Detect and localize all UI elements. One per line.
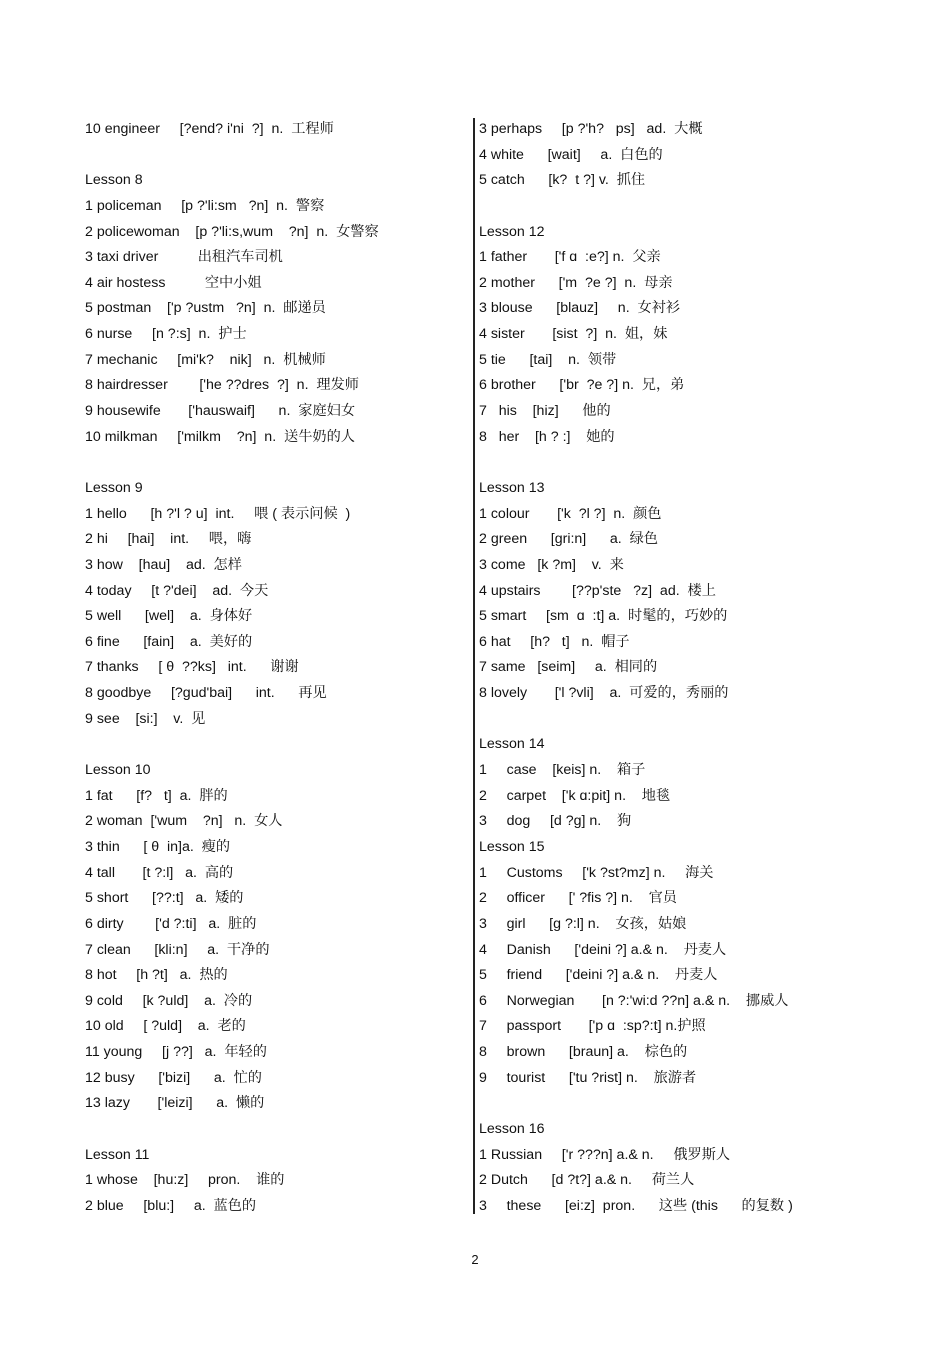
- column-divider: [473, 118, 475, 1214]
- vocab-entry: 8 hot [h ?t] a. 热的: [85, 967, 228, 984]
- vocab-entry: 2 Dutch [d ?t?] a.& n. 荷兰人: [479, 1172, 695, 1189]
- vocab-entry: 8 brown [braun] a. 棕色的: [479, 1044, 688, 1061]
- vocab-entry: 3 dog [d ?g] n. 狗: [479, 813, 632, 830]
- vocab-entry: 3 these [ei:z] pron. 这些 (this 的复数 ): [479, 1197, 793, 1214]
- vocab-entry: 13 lazy ['leizi] a. 懒的: [85, 1095, 265, 1112]
- vocab-entry: 5 catch [k? t ?] v. 抓住: [479, 172, 646, 189]
- vocab-entry: 9 housewife ['hauswaif] n. 家庭妇女: [85, 403, 356, 420]
- vocab-entry: 3 thin [ θ in]a. 瘦的: [85, 838, 231, 855]
- blank-line: [479, 194, 879, 220]
- vocab-entry: 8 goodbye [?gud'bai] int. 再见: [85, 685, 327, 702]
- vocab-entry: 6 hat [h? t] n. 帽子: [479, 633, 630, 650]
- vocab-entry: 1 Customs ['k ?st?mz] n. 海关: [479, 864, 714, 881]
- lesson-heading: Lesson 13: [479, 479, 545, 496]
- vocab-entry: 5 postman ['p ?ustm ?n] n. 邮递员: [85, 300, 326, 317]
- vocab-entry: 2 officer [' ?fis ?] n. 官员: [479, 890, 677, 907]
- vocab-entry: 11 young [j ??] a. 年轻的: [85, 1044, 267, 1061]
- blank-line: [85, 450, 465, 476]
- vocab-entry: 4 sister [sist ?] n. 姐，妹: [479, 326, 668, 343]
- lesson-heading: Lesson 14: [479, 736, 545, 753]
- vocab-entry: 1 Russian ['r ???n] a.& n. 俄罗斯人: [479, 1146, 731, 1163]
- vocab-entry: 5 tie [tai] n. 领带: [479, 351, 617, 368]
- vocab-entry: 4 Danish ['deini ?] a.& n. 丹麦人: [479, 941, 727, 958]
- vocab-entry: 1 fat [f? t] a. 胖的: [85, 787, 228, 804]
- vocab-entry: 6 fine [fain] a. 美好的: [85, 633, 253, 650]
- vocab-entry: 2 hi [hai] int. 喂，嗨: [85, 531, 252, 548]
- vocab-entry: 3 come [k ?m] v. 来: [479, 556, 624, 573]
- vocab-entry: 7 passport ['p ɑ :sp?:t] n.护照: [479, 1018, 706, 1035]
- vocab-entry: 8 her [h ? :] 她的: [479, 428, 615, 445]
- blank-line: [85, 732, 465, 758]
- vocab-entry: 6 dirty ['d ?:ti] a. 脏的: [85, 915, 257, 932]
- vocab-entry: 6 brother ['br ?e ?] n. 兄，弟: [479, 377, 685, 394]
- vocab-entry: 7 thanks [ θ ??ks] int. 谢谢: [85, 659, 299, 676]
- vocab-entry: 8 lovely ['l ?vli] a. 可爱的，秀丽的: [479, 685, 729, 702]
- blank-line: [479, 450, 879, 476]
- vocab-entry: 9 see [si:] v. 见: [85, 710, 206, 727]
- right-column: [479, 117, 879, 1220]
- vocab-entry: 4 upstairs [??p'ste ?z] ad. 楼上: [479, 582, 716, 599]
- lesson-heading: Lesson 10: [85, 762, 151, 779]
- vocab-entry: 5 short [??:t] a. 矮的: [85, 890, 244, 907]
- vocab-entry: 7 clean [kli:n] a. 干净的: [85, 941, 270, 958]
- vocab-entry: 4 white [wait] a. 白色的: [479, 146, 663, 163]
- vocab-entry: 1 case [keis] n. 箱子: [479, 762, 646, 779]
- vocab-entry: 3 taxi driver 出租汽车司机: [85, 249, 283, 266]
- lesson-heading: Lesson 15: [479, 838, 545, 855]
- left-column: [85, 117, 465, 1220]
- vocab-entry: 4 air hostess 空中小姐: [85, 274, 262, 291]
- vocab-entry: 9 tourist ['tu ?rist] n. 旅游者: [479, 1069, 697, 1086]
- lesson-heading: Lesson 8: [85, 172, 143, 189]
- vocab-entry: 1 colour ['k ?l ?] n. 颜色: [479, 505, 662, 522]
- vocab-entry: 1 policeman [p ?'li:sm ?n] n. 警察: [85, 197, 325, 214]
- vocab-entry: 3 blouse [blauz] n. 女衬衫: [479, 300, 681, 317]
- vocab-entry: 3 girl [g ?:l] n. 女孩，姑娘: [479, 915, 687, 932]
- vocab-entry: 2 mother ['m ?e ?] n. 母亲: [479, 274, 673, 291]
- vocab-entry: 5 smart [sm ɑ :t] a. 时髦的，巧妙的: [479, 608, 728, 625]
- vocab-entry: 5 well [wel] a. 身体好: [85, 608, 253, 625]
- vocab-entry: 8 hairdresser ['he ??dres ?] n. 理发师: [85, 377, 359, 394]
- blank-line: [85, 1117, 465, 1143]
- vocab-entry: 2 policewoman [p ?'li:s,wum ?n] n. 女警察: [85, 223, 379, 240]
- vocab-entry: 6 Norwegian [n ?:'wi:d ??n] a.& n. 挪威人: [479, 992, 789, 1009]
- vocab-entry: 3 how [hau] ad. 怎样: [85, 556, 242, 573]
- vocab-entry: 10 engineer [?end? i'ni ?] n. 工程师: [85, 121, 334, 137]
- vocab-entry: 5 friend ['deini ?] a.& n. 丹麦人: [479, 967, 718, 984]
- blank-line: [479, 707, 879, 733]
- vocab-entry: 10 old [ ?uld] a. 老的: [85, 1018, 246, 1035]
- vocab-entry: 12 busy ['bizi] a. 忙的: [85, 1069, 262, 1086]
- vocab-entry: 1 hello [h ?'l ? u] int. 喂 ( 表示问候 ): [85, 505, 351, 522]
- vocab-entry: 4 tall [t ?:l] a. 高的: [85, 864, 234, 881]
- blank-line: [479, 1091, 879, 1117]
- vocab-entry: 9 cold [k ?uld] a. 冷的: [85, 992, 253, 1009]
- vocab-entry: 4 today [t ?'dei] ad. 今天: [85, 582, 269, 599]
- vocab-entry: 2 carpet ['k ɑ:pit] n. 地毯: [479, 787, 671, 804]
- vocab-entry: 2 woman ['wum ?n] n. 女人: [85, 813, 283, 830]
- vocab-entry: 6 nurse [n ?:s] n. 护士: [85, 326, 247, 343]
- page-number: 2: [471, 1252, 479, 1267]
- vocab-entry: 1 father ['f ɑ :e?] n. 父亲: [479, 249, 661, 266]
- vocab-entry: 2 blue [blu:] a. 蓝色的: [85, 1197, 257, 1214]
- vocab-entry: 7 mechanic [mi'k? nik] n. 机械师: [85, 351, 326, 368]
- vocab-entry: 3 perhaps [p ?'h? ps] ad. 大概: [479, 121, 703, 137]
- lesson-heading: Lesson 16: [479, 1120, 545, 1137]
- lesson-heading: Lesson 9: [85, 479, 143, 496]
- vocab-entry: 2 green [gri:n] a. 绿色: [479, 531, 658, 548]
- vocab-entry: 7 his [hiz] 他的: [479, 403, 611, 420]
- vocab-entry: 10 milkman ['milkm ?n] n. 送牛奶的人: [85, 428, 355, 445]
- vocab-entry: 1 whose [hu:z] pron. 谁的: [85, 1172, 285, 1189]
- vocab-entry: 7 same [seim] a. 相同的: [479, 659, 658, 676]
- lesson-heading: Lesson 12: [479, 223, 545, 240]
- blank-line: [85, 143, 465, 169]
- lesson-heading: Lesson 11: [85, 1146, 150, 1163]
